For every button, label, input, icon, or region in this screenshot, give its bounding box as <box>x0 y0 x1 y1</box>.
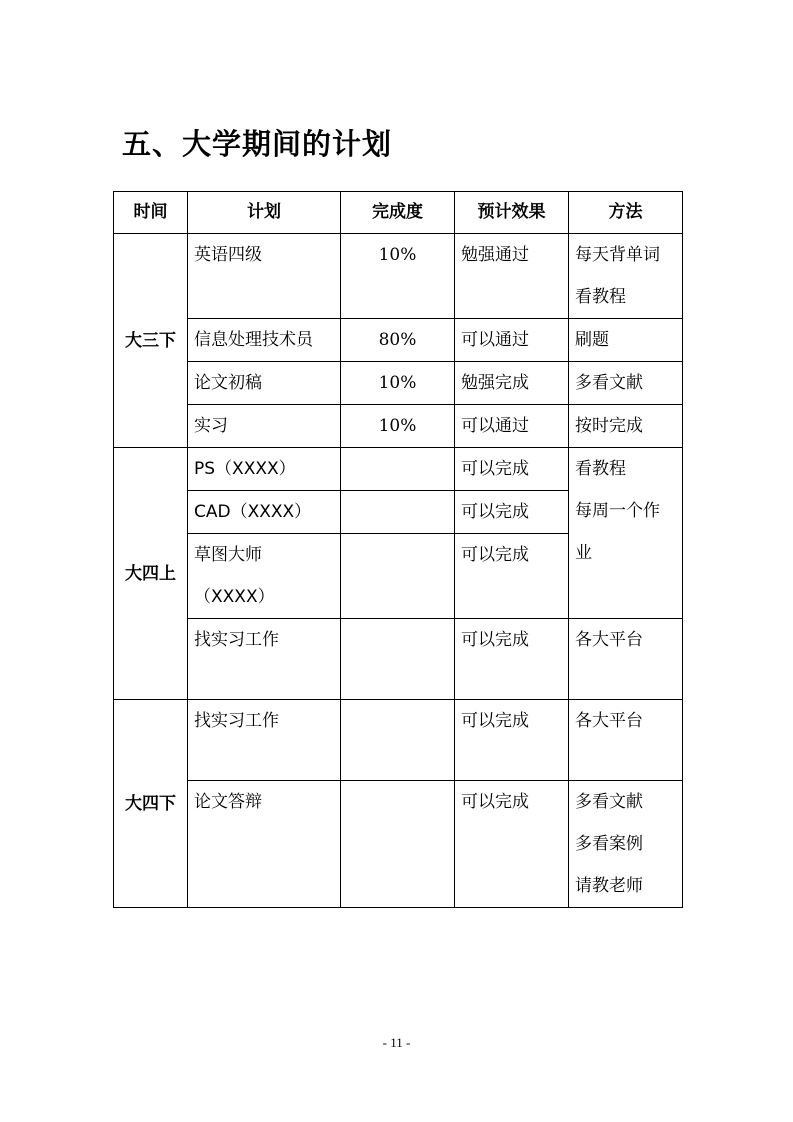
completion-cell <box>341 700 455 781</box>
plan-cell: 信息处理技术员 <box>188 319 341 362</box>
completion-cell <box>341 448 455 491</box>
table-row <box>114 781 683 908</box>
effect-cell: 可以完成 <box>455 534 569 619</box>
page-title: 五、大学期间的计划 <box>122 127 393 161</box>
effect-cell: 勉强通过 <box>455 234 569 319</box>
header-plan: 计划 <box>188 192 341 234</box>
method-cell: 按时完成 <box>569 405 683 448</box>
effect-cell: 可以完成 <box>455 781 569 908</box>
method-cell <box>569 448 683 619</box>
method-line: 业 <box>575 543 592 563</box>
completion-cell <box>341 781 455 908</box>
plan-cell: 论文答辩 <box>188 781 341 908</box>
completion-cell <box>341 491 455 534</box>
method-line: 多看文献 <box>575 792 643 812</box>
method-cell: 多看文献 <box>569 362 683 405</box>
method-cell <box>569 234 683 319</box>
time-cell: 大四下 <box>114 700 188 908</box>
effect-cell: 可以通过 <box>455 405 569 448</box>
table-row <box>114 405 683 448</box>
plan-cell <box>188 534 341 619</box>
effect-cell: 勉强完成 <box>455 362 569 405</box>
completion-cell <box>341 619 455 700</box>
plan-line: 草图大师 <box>194 545 262 565</box>
table-row <box>114 362 683 405</box>
completion-cell: 10% <box>341 234 455 319</box>
table-row <box>114 619 683 700</box>
effect-cell: 可以完成 <box>455 448 569 491</box>
table-row <box>114 234 683 319</box>
method-cell: 刷题 <box>569 319 683 362</box>
plan-cell: CAD（XXXX） <box>188 491 341 534</box>
method-cell: 各大平台 <box>569 619 683 700</box>
header-expected-effect: 预计效果 <box>455 192 569 234</box>
completion-cell: 10% <box>341 405 455 448</box>
header-completion: 完成度 <box>341 192 455 234</box>
plan-line: （XXXX） <box>194 587 275 607</box>
effect-cell: 可以完成 <box>455 491 569 534</box>
method-line: 看教程 <box>575 287 626 307</box>
completion-cell: 80% <box>341 319 455 362</box>
table-row <box>114 319 683 362</box>
completion-cell: 10% <box>341 362 455 405</box>
time-cell: 大三下 <box>114 234 188 448</box>
plan-cell: 论文初稿 <box>188 362 341 405</box>
method-line: 每天背单词 <box>575 245 660 265</box>
plan-cell: 实习 <box>188 405 341 448</box>
header-time: 时间 <box>114 192 188 234</box>
table-row <box>114 700 683 781</box>
method-line: 请教老师 <box>575 876 643 896</box>
time-cell: 大四上 <box>114 448 188 700</box>
effect-cell: 可以通过 <box>455 319 569 362</box>
completion-cell <box>341 534 455 619</box>
method-line: 多看案例 <box>575 834 643 854</box>
method-line: 看教程 <box>575 459 626 479</box>
effect-cell: 可以完成 <box>455 619 569 700</box>
plan-table <box>113 191 683 908</box>
page-number: - 11 - <box>382 1035 411 1050</box>
header-method: 方法 <box>569 192 683 234</box>
method-cell: 各大平台 <box>569 700 683 781</box>
effect-cell: 可以完成 <box>455 700 569 781</box>
plan-cell: 找实习工作 <box>188 700 341 781</box>
plan-cell: 找实习工作 <box>188 619 341 700</box>
table-header-row <box>114 192 683 234</box>
table-row <box>114 448 683 491</box>
plan-cell: 英语四级 <box>188 234 341 319</box>
method-line: 每周一个作 <box>575 501 660 521</box>
plan-cell: PS（XXXX） <box>188 448 341 491</box>
method-cell <box>569 781 683 908</box>
